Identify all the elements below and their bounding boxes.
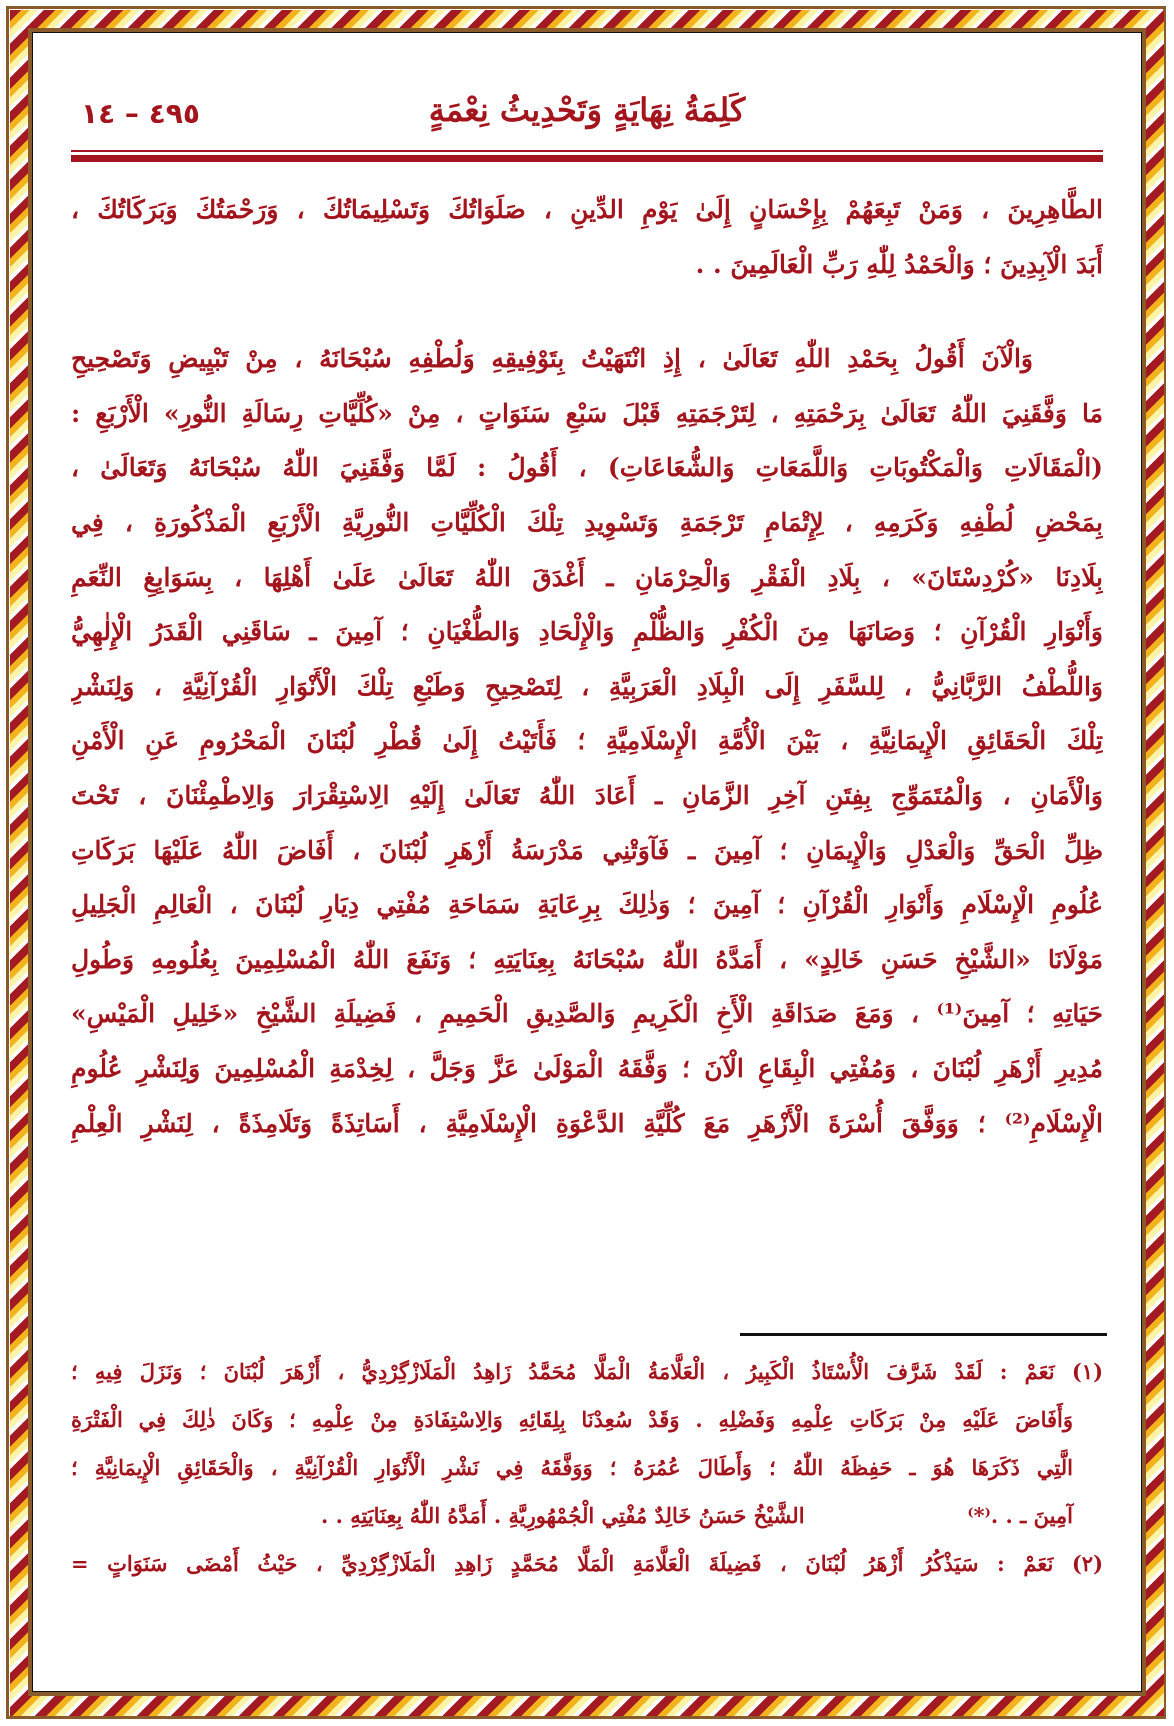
text-line: تِلْكَ الْحَقَائِقِ الْإِيمَانِيَّةِ ، بَيْنَ الْأُمَّةِ الْإِسْلَامِيَّةِ ؛ فَأَتَيْتُ إِلَىٰ قُطْرِ لُبْنَانَ الْمَحْرُومِ عَنِ الْأَمْنِ bbox=[71, 726, 1103, 756]
header-rule-thick bbox=[71, 155, 1103, 162]
text-line: ظِلِّ الْحَقِّ وَالْعَدْلِ وَالْإِيمَانِ ؛ آمِينَ ـ فَآوَتْنِي مَدْرَسَةُ أَزْهَرِ لُبْنَانَ ، أَفَاضَ اللّٰهُ عَلَيْهَا بَرَكَاتِ bbox=[71, 835, 1103, 865]
footnote-2 bbox=[71, 1540, 1103, 1588]
footnote-line: (٢) نَعَمْ : سَيَذْكُرُ أَزْهَرُ لُبْنَانَ ، فَضِيلَةَ الْعَلَّامَةِ الْمَلَّا مُحَمَّدٍ زَاهِدِ الْمَلَازْگِرْدِيِّ ، حَيْثُ أَمْضَى سَنَوَاتٍ = bbox=[71, 1551, 1103, 1576]
text-line: مَوْلَانَا «الشَّيْخِ حَسَنِ خَالِدٍ» ، أَمَدَّهُ اللّٰهُ سُبْحَانَهُ بِعِنَايَتِهِ ؛ وَنَفَعَ اللّٰهُ الْمُسْلِمِينَ بِعُلُومِهِ وَطُولِ bbox=[71, 944, 1103, 974]
footnote-closing-right: آمِينَ ـ . .⁽*⁾ bbox=[967, 1503, 1073, 1528]
text-line: الطَّاهِرِينَ ، وَمَنْ تَبِعَهُمْ بِإِحْسَانٍ إِلَىٰ يَوْمِ الدِّينِ ، صَلَوَاتُكَ وَتَسْلِيمَاتُكَ ، وَرَحْمَتُكَ وَبَرَكَاتُكَ ، bbox=[71, 195, 1103, 224]
footnote-separator bbox=[740, 1333, 1107, 1336]
footnote-line: (١) نَعَمْ : لَقَدْ شَرَّفَ الْأُسْتَاذُ الْكَبِيرُ ، الْعَلَّامَةُ الْمَلَّا مُحَمَّدُ زَاهِدُ الْمَلَازْگِرْدِيُّ ، أَزْهَرَ لُبْنَانَ ؛ وَنَزَلَ فِيهِ ؛ bbox=[71, 1359, 1103, 1384]
paragraph-2 bbox=[71, 332, 1103, 1151]
text-line: أَبَدَ الْآبِدِينَ ؛ وَالْحَمْدُ لِلّٰهِ رَبِّ الْعَالَمِينَ . . bbox=[695, 249, 1103, 279]
text-line: عُلُومِ الْإِسْلَامِ وَأَنْوَارِ الْقُرْآنِ ؛ آمِينَ ؛ وَذٰلِكَ بِرِعَايَةِ سَمَاحَةِ مُفْتِي دِيَارِ لُبْنَانَ ، الْعَالِمِ الْجَلِيلِ bbox=[71, 890, 1103, 920]
text-line: مُدِيرِ أَزْهَرِ لُبْنَانَ ، وَمُفْتِي الْبِقَاعِ الْآنَ ؛ وَفَّقَهُ الْمَوْلَىٰ عَزَّ وَجَلَّ ، لِخِدْمَةِ الْمُسْلِمِينَ وَلِنَشْرِ عُلُومِ bbox=[71, 1053, 1103, 1083]
page-number: ٤٩٥ – ١٤ bbox=[81, 97, 200, 130]
footnote-line: وَأَفَاضَ عَلَيْهِ مِنْ بَرَكَاتِ عِلْمِهِ وَفَضْلِهِ . وَقَدْ سُعِدْنَا بِلِقَائِهِ وَالِاسْتِفَادَةِ مِنْ عِلْمِهِ ؛ وَكَانَ ذٰلِكَ فِي الْفَتْرَةِ bbox=[71, 1407, 1073, 1432]
text-line: الْإِسْلَامِ⁽²⁾ ؛ وَوَفَّقَ أُسْرَةَ الْأَزْهَرِ مَعَ كُلِّيَّةِ الدَّعْوَةِ الْإِسْلَامِيَّةِ ، أَسَاتِذَةً وَتَلَامِذَةً ، لِنَشْرِ الْعِلْمِ bbox=[71, 1108, 1103, 1138]
main-text bbox=[71, 183, 1103, 1151]
text-line: مَا وَفَّقَنِيَ اللّٰهُ تَعَالَىٰ بِرَحْمَتِهِ ، لِتَرْجَمَتِهِ قَبْلَ سَبْعِ سَنَوَاتٍ ، مِنْ «كُلِّيَّاتِ رِسَالَةِ النُّورِ» الْأَرْبَعِ : bbox=[71, 398, 1103, 428]
running-title: كَلِمَةُ نِهَايَةٍ وَتَحْدِيثُ نِعْمَةٍ bbox=[428, 91, 746, 129]
paragraph-1 bbox=[71, 183, 1103, 292]
text-line: وَالْأَمَانِ ، وَالْمُتَمَوِّجِ بِفِتَنِ آخِرِ الزَّمَانِ ـ أَعَادَ اللّٰهُ تَعَالَىٰ إِلَيْهِ الِاسْتِقْرَارَ وَالِاطْمِئْنَانَ ، تَحْتَ bbox=[71, 780, 1103, 810]
footnote-closing-line bbox=[71, 1492, 1103, 1540]
footnote-1 bbox=[71, 1348, 1103, 1540]
footnotes bbox=[71, 1348, 1103, 1588]
footnote-closing-signature: الشَّيْخُ حَسَنُ خَالِدٌ مُفْتِي الْجُمْهُورِيَّةِ . أَمَدَّهُ اللّٰهُ بِعِنَايَتِهِ . . bbox=[321, 1503, 805, 1528]
page bbox=[33, 33, 1141, 1691]
text-line: وَاللُّطْفُ الرَّبَّانِيُّ ، لِلسَّفَرِ إِلَى الْبِلَادِ الْعَرَبِيَّةِ ، لِتَصْحِيحِ وَطَبْعِ تِلْكَ الْأَنْوَارِ الْقُرْآنِيَّةِ ، وَلِنَشْرِ bbox=[71, 671, 1103, 701]
paragraph-gap bbox=[71, 292, 1103, 332]
text-line: وَالْآنَ أَقُولُ بِحَمْدِ اللّٰهِ تَعَالَىٰ ، إِذِ انْتَهَيْتُ بِتَوْفِيقِهِ وَلُطْفِهِ سُبْحَانَهُ ، مِنْ تَبْيِيضِ وَتَصْحِيحِ bbox=[71, 344, 1033, 374]
header-rule-thin bbox=[71, 150, 1103, 152]
text-line: بِلَادِنَا «كُرْدِسْتَانَ» ، بِلَادِ الْفَقْرِ وَالْحِرْمَانِ ـ أَغْدَقَ اللّٰهُ تَعَالَىٰ عَلَىٰ أَهْلِهَا ، بِسَوَابِغِ النِّعَمِ bbox=[71, 562, 1103, 592]
footnote-line: الَّتِي ذَكَرَهَا هُوَ ـ حَفِظَهُ اللّٰهُ ؛ وَأَطَالَ عُمُرَهُ ؛ وَوَفَّقَهُ فِي نَشْرِ الْأَنْوَارِ الْقُرْآنِيَّةِ ، وَالْحَقَائِقِ الْإِيمَانِيَّةِ ؛ bbox=[71, 1455, 1073, 1480]
text-line: (الْمَقَالَاتِ وَالْمَكْتُوبَاتِ وَاللَّمَعَاتِ وَالشُّعَاعَاتِ) ، أَقُولُ : لَمَّا وَفَّقَنِيَ اللّٰهُ سُبْحَانَهُ وَتَعَالَىٰ ، bbox=[71, 453, 1103, 483]
text-line: حَيَاتِهِ ؛ آمِينَ⁽¹⁾ ، وَمَعَ صَدَاقَةِ الْأَخِ الْكَرِيمِ وَالصَّدِيقِ الْحَمِيمِ ، فَضِيلَةِ الشَّيْخِ «خَلِيلِ الْمَيْسِ» bbox=[71, 999, 1103, 1029]
text-line: بِمَحْضِ لُطْفِهِ وَكَرَمِهِ ، لِإِتْمَامِ تَرْجَمَةِ وَتَسْوِيدِ تِلْكَ الْكُلِّيَّاتِ النُّورِيَّةِ الْأَرْبَعِ الْمَذْكُورَةِ ، فِي bbox=[71, 507, 1103, 537]
text-line: وَأَنْوَارِ الْقُرْآنِ ؛ وَصَانَهَا مِنَ الْكُفْرِ وَالظُّلْمِ وَالْإِلْحَادِ وَالطُّغْيَانِ ؛ آمِينَ ـ سَاقَنِي الْقَدَرُ الْإِلٰهِيُّ bbox=[71, 617, 1103, 647]
